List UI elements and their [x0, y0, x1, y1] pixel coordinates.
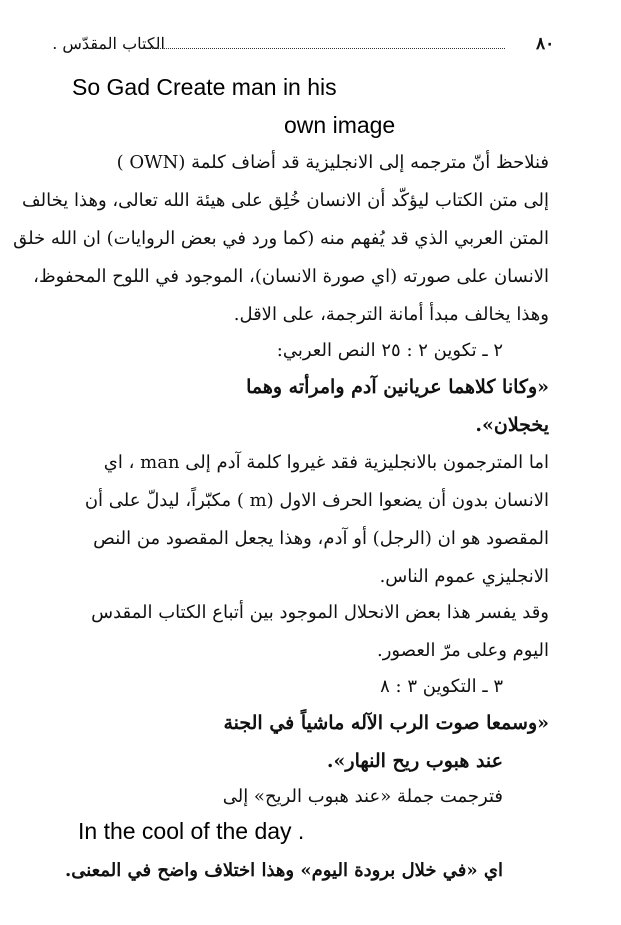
- running-title: الكتاب المقدّس .: [52, 34, 165, 53]
- paragraph-1-line: فنلاحظ أنّ مترجمه إلى الانجليزية قد أضاف كلمة (OWN ): [116, 152, 549, 173]
- reference-genesis-2-25: ٢ ـ تكوين ٢ : ٢٥ النص العربي:: [276, 340, 503, 361]
- quote-2-line: عند هبوب ريح النهار».: [326, 750, 503, 772]
- paragraph-2-line: اما المترجمون بالانجليزية فقد غيروا كلمة آدم إلى man ، اي: [103, 452, 549, 473]
- paragraph-1-line: إلى متن الكتاب ليؤكّد أن الانسان خُلِق على هيئة الله تعالى، وهذا يخالف: [22, 190, 549, 211]
- paragraph-5: اي «في خلال برودة اليوم» وهذا اختلاف واضح في المعنى.: [64, 860, 503, 881]
- english-title-line-1: So Gad Create man in his: [72, 74, 337, 100]
- paragraph-3-line: وقد يفسر هذا بعض الانحلال الموجود بين أتباع الكتاب المقدس: [91, 602, 549, 623]
- english-title-line-2: own image: [284, 112, 396, 138]
- paragraph-3-line: اليوم وعلى مرّ العصور.: [377, 640, 549, 661]
- quote-1-line: يخجلان».: [475, 414, 549, 436]
- paragraph-1-line: وهذا يخالف مبدأ أمانة الترجمة، على الاقل.: [233, 304, 549, 325]
- paragraph-2-line: المقصود هو ان (الرجل) أو آدم، وهذا يجعل المقصود من النص: [93, 528, 549, 549]
- paragraph-4: فترجمت جملة «عند هبوب الريح» إلى: [222, 786, 503, 807]
- page-number: ٨٠: [536, 34, 555, 54]
- header-dotted-rule: [148, 48, 505, 49]
- paragraph-2-line: الانسان بدون أن يضعوا الحرف الاول (m ) مكبّراً، ليدلّ على أن: [84, 490, 549, 511]
- quote-1-line: «وكانا كلاهما عريانين آدم وامرأته وهما: [246, 376, 549, 398]
- paragraph-1-line: الانسان على صورته (اي صورة الانسان)، الموجود في اللوح المحفوظ،: [33, 266, 549, 287]
- paragraph-1-line: المتن العربي الذي قد يُفهم منه (كما ورد في بعض الروايات) ان الله خلق: [13, 228, 549, 249]
- quote-2-line: «وسمعا صوت الرب الآله ماشياً في الجنة: [223, 712, 549, 734]
- english-phrase: In the cool of the day .: [78, 818, 305, 844]
- paragraph-2-line: الانجليزي عموم الناس.: [379, 566, 549, 587]
- reference-genesis-3-8: ٣ ـ التكوين ٣ : ٨: [380, 676, 503, 697]
